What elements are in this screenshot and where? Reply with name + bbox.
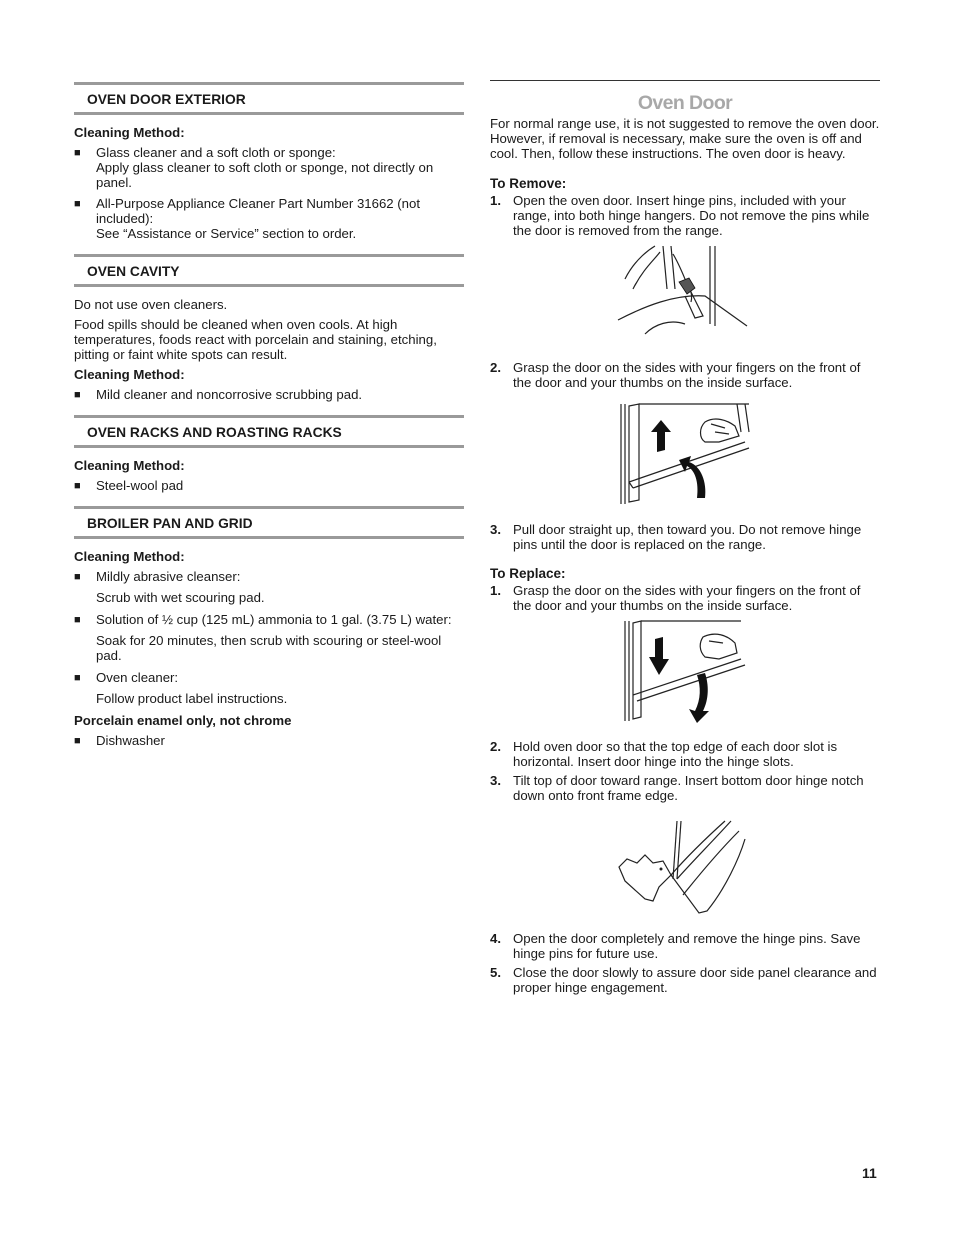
replace-steps — [490, 583, 880, 613]
square-bullet-icon: ■ — [74, 571, 81, 583]
list-item — [74, 733, 464, 748]
step-text: Hold oven door so that the top edge of each door slot is horizontal. Insert door hinge into the hinge slots. — [513, 739, 838, 769]
list-item-text: Mild cleaner and noncorrosive scrubbing pad. — [96, 387, 363, 402]
square-bullet-icon: ■ — [74, 614, 81, 626]
square-bullet-icon: ■ — [74, 672, 81, 684]
left-column — [74, 82, 464, 761]
step-text: Open the oven door. Insert hinge pins, included with your range, into both hinge hangers. Do not remove the pins while the door is removed from the range. — [513, 193, 870, 238]
square-bullet-icon: ■ — [74, 198, 81, 210]
right-column — [490, 80, 880, 999]
bullet-list — [74, 733, 464, 748]
list-item — [490, 583, 880, 613]
list-item — [74, 478, 464, 493]
list-item-subtext: Follow product label instructions. — [96, 691, 288, 706]
section-heading: OVEN RACKS AND ROASTING RACKS — [74, 415, 464, 448]
list-item — [74, 387, 464, 402]
step-text: Pull door straight up, then toward you. Do not remove hinge pins until the door is replaced on the range. — [513, 522, 862, 552]
list-item — [74, 196, 464, 241]
list-item — [490, 739, 880, 769]
cleaning-method-label: Cleaning Method: — [74, 367, 185, 382]
list-item — [74, 612, 464, 627]
list-item-text: Steel-wool pad — [96, 478, 184, 493]
cleaning-method-label: Cleaning Method: — [74, 549, 185, 564]
to-replace-heading: To Replace: — [490, 566, 566, 581]
page-number: 11 — [862, 1165, 877, 1181]
list-item — [74, 670, 464, 685]
section-oven-door-exterior — [74, 82, 464, 241]
porcelain-label: Porcelain enamel only, not chrome — [74, 713, 292, 728]
square-bullet-icon: ■ — [74, 147, 81, 159]
paragraph: Food spills should be cleaned when oven cools. At high temperatures, foods react with porcelain and staining, etching, pitting or faint white spots can result. — [74, 317, 437, 362]
bullet-list — [74, 387, 464, 402]
list-item-text: Mildly abrasive cleanser: — [96, 569, 241, 584]
replace-steps — [490, 931, 880, 995]
section-oven-cavity — [74, 254, 464, 402]
step-number: 3. — [490, 522, 501, 537]
step-text: Grasp the door on the sides with your fingers on the front of the door and your thumbs on the inside surface. — [513, 583, 861, 613]
top-rule — [490, 80, 880, 81]
hinge-dot — [660, 868, 663, 871]
list-item-text: Oven cleaner: — [96, 670, 179, 685]
step-text: Open the door completely and remove the hinge pins. Save hinge pins for future use. — [513, 931, 861, 961]
remove-steps — [490, 193, 880, 238]
remove-steps — [490, 522, 880, 552]
list-item — [490, 965, 880, 995]
list-item — [490, 931, 880, 961]
list-item-detail: See “Assistance or Service” section to order. — [96, 226, 357, 241]
step-number: 1. — [490, 583, 501, 598]
list-item — [490, 773, 880, 803]
square-bullet-icon: ■ — [74, 389, 81, 401]
replace-steps — [490, 739, 880, 803]
list-item — [74, 569, 464, 584]
list-item — [490, 360, 880, 390]
intro-paragraph: For normal range use, it is not suggested to remove the oven door. However, if removal is necessary, make sure the oven is off and cool. Then, follow these instructions. The oven door is heavy. — [490, 116, 880, 161]
bullet-list — [74, 612, 464, 627]
hinge-notch-illustration — [615, 819, 755, 917]
page-title: Oven Door — [637, 92, 733, 114]
list-item — [490, 522, 880, 552]
section-broiler-pan — [74, 506, 464, 748]
door-lower-illustration — [623, 619, 747, 723]
door-lift-illustration — [615, 402, 755, 506]
list-item-text: Dishwasher — [96, 733, 165, 748]
bullet-list — [74, 670, 464, 685]
list-item-text: Glass cleaner and a soft cloth or sponge: — [96, 145, 336, 160]
section-heading: OVEN DOOR EXTERIOR — [74, 82, 464, 115]
to-remove-heading: To Remove: — [490, 176, 567, 191]
step-text: Grasp the door on the sides with your fingers on the front of the door and your thumbs on the inside surface. — [513, 360, 861, 390]
list-item-subtext: Soak for 20 minutes, then scrub with scouring or steel-wool pad. — [96, 633, 442, 663]
step-text: Tilt top of door toward range. Insert bottom door hinge notch down onto front frame edge. — [513, 773, 864, 803]
step-number: 2. — [490, 360, 501, 375]
cleaning-method-label: Cleaning Method: — [74, 125, 185, 140]
section-oven-racks — [74, 415, 464, 493]
step-number: 5. — [490, 965, 501, 980]
section-heading: OVEN CAVITY — [74, 254, 464, 287]
list-item — [490, 193, 880, 238]
step-number: 4. — [490, 931, 501, 946]
step-number: 2. — [490, 739, 501, 754]
list-item-text: All-Purpose Appliance Cleaner Part Number 31662 (not included): — [96, 196, 421, 226]
hinge-pin-illustration — [615, 244, 755, 344]
bullet-list — [74, 145, 464, 241]
list-item-detail: Apply glass cleaner to soft cloth or sponge, not directly on panel. — [96, 160, 434, 190]
list-item-subtext: Scrub with wet scouring pad. — [96, 590, 265, 605]
bullet-list — [74, 478, 464, 493]
step-number: 1. — [490, 193, 501, 208]
square-bullet-icon: ■ — [74, 735, 81, 747]
square-bullet-icon: ■ — [74, 480, 81, 492]
cleaning-method-label: Cleaning Method: — [74, 458, 185, 473]
list-item — [74, 145, 464, 190]
remove-steps — [490, 360, 880, 390]
section-heading: BROILER PAN AND GRID — [74, 506, 464, 539]
step-number: 3. — [490, 773, 501, 788]
bullet-list — [74, 569, 464, 584]
paragraph: Do not use oven cleaners. — [74, 297, 228, 312]
step-text: Close the door slowly to assure door side panel clearance and proper hinge engagement. — [513, 965, 877, 995]
list-item-text: Solution of ½ cup (125 mL) ammonia to 1 gal. (3.75 L) water: — [96, 612, 452, 627]
